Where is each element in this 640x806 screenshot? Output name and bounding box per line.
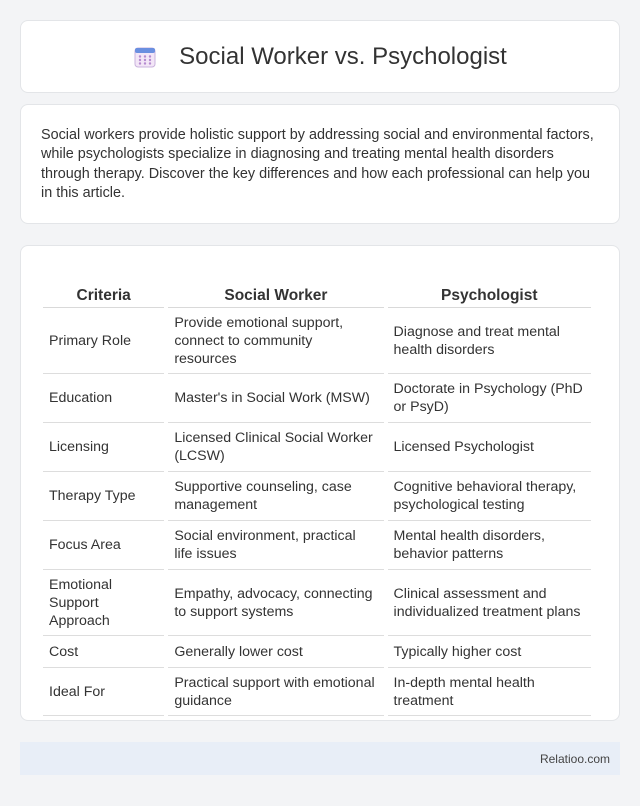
- social-worker-cell: Provide emotional support, connect to community resources: [168, 308, 383, 374]
- table-row: [43, 308, 591, 374]
- table-row: [43, 570, 591, 636]
- social-worker-cell: Practical support with emotional guidance: [168, 668, 383, 716]
- criteria-cell: Therapy Type: [43, 472, 164, 521]
- table-header-row: [43, 266, 591, 308]
- title-card: [20, 20, 620, 93]
- psychologist-cell: Licensed Psychologist: [388, 423, 591, 472]
- table-row: [43, 374, 591, 423]
- criteria-cell: Licensing: [43, 423, 164, 472]
- criteria-cell: Education: [43, 374, 164, 423]
- psychologist-cell: Typically higher cost: [388, 636, 591, 668]
- social-worker-cell: Supportive counseling, case management: [168, 472, 383, 521]
- intro-paragraph: Social workers provide holistic support by addressing social and environmental factors, while psychologists specialize in diagnosing and treating mental health disorders through therapy. Discover the key differences and how each professional can help you in this article.: [41, 127, 594, 201]
- criteria-cell: Cost: [43, 636, 164, 668]
- header-psychologist: Psychologist: [388, 266, 591, 308]
- calendar-icon: [133, 45, 157, 69]
- psychologist-cell: In-depth mental health treatment: [388, 668, 591, 716]
- title-row: [21, 21, 619, 92]
- social-worker-cell: Master's in Social Work (MSW): [168, 374, 383, 423]
- comparison-table: [39, 266, 595, 716]
- table-row: [43, 668, 591, 716]
- social-worker-cell: Generally lower cost: [168, 636, 383, 668]
- psychologist-cell: Doctorate in Psychology (PhD or PsyD): [388, 374, 591, 423]
- header-social-worker: Social Worker: [168, 266, 383, 308]
- table-row: [43, 423, 591, 472]
- psychologist-cell: Mental health disorders, behavior patterns: [388, 521, 591, 570]
- header-criteria: Criteria: [43, 266, 164, 308]
- criteria-cell: Ideal For: [43, 668, 164, 716]
- criteria-cell: Primary Role: [43, 308, 164, 374]
- table-row: [43, 636, 591, 668]
- table-row: [43, 521, 591, 570]
- criteria-cell: Focus Area: [43, 521, 164, 570]
- psychologist-cell: Diagnose and treat mental health disorders: [388, 308, 591, 374]
- social-worker-cell: Empathy, advocacy, connecting to support systems: [168, 570, 383, 636]
- social-worker-cell: Licensed Clinical Social Worker (LCSW): [168, 423, 383, 472]
- comparison-card: [20, 245, 620, 721]
- criteria-cell: Emotional Support Approach: [43, 570, 164, 636]
- social-worker-cell: Social environment, practical life issues: [168, 521, 383, 570]
- table-row: [43, 472, 591, 521]
- footer-bar: [20, 742, 620, 775]
- footer-brand: Relatioo.com: [539, 751, 610, 766]
- page-title: Social Worker vs. Psychologist: [179, 42, 507, 70]
- intro-card: [20, 104, 620, 224]
- psychologist-cell: Clinical assessment and individualized treatment plans: [388, 570, 591, 636]
- psychologist-cell: Cognitive behavioral therapy, psychological testing: [388, 472, 591, 521]
